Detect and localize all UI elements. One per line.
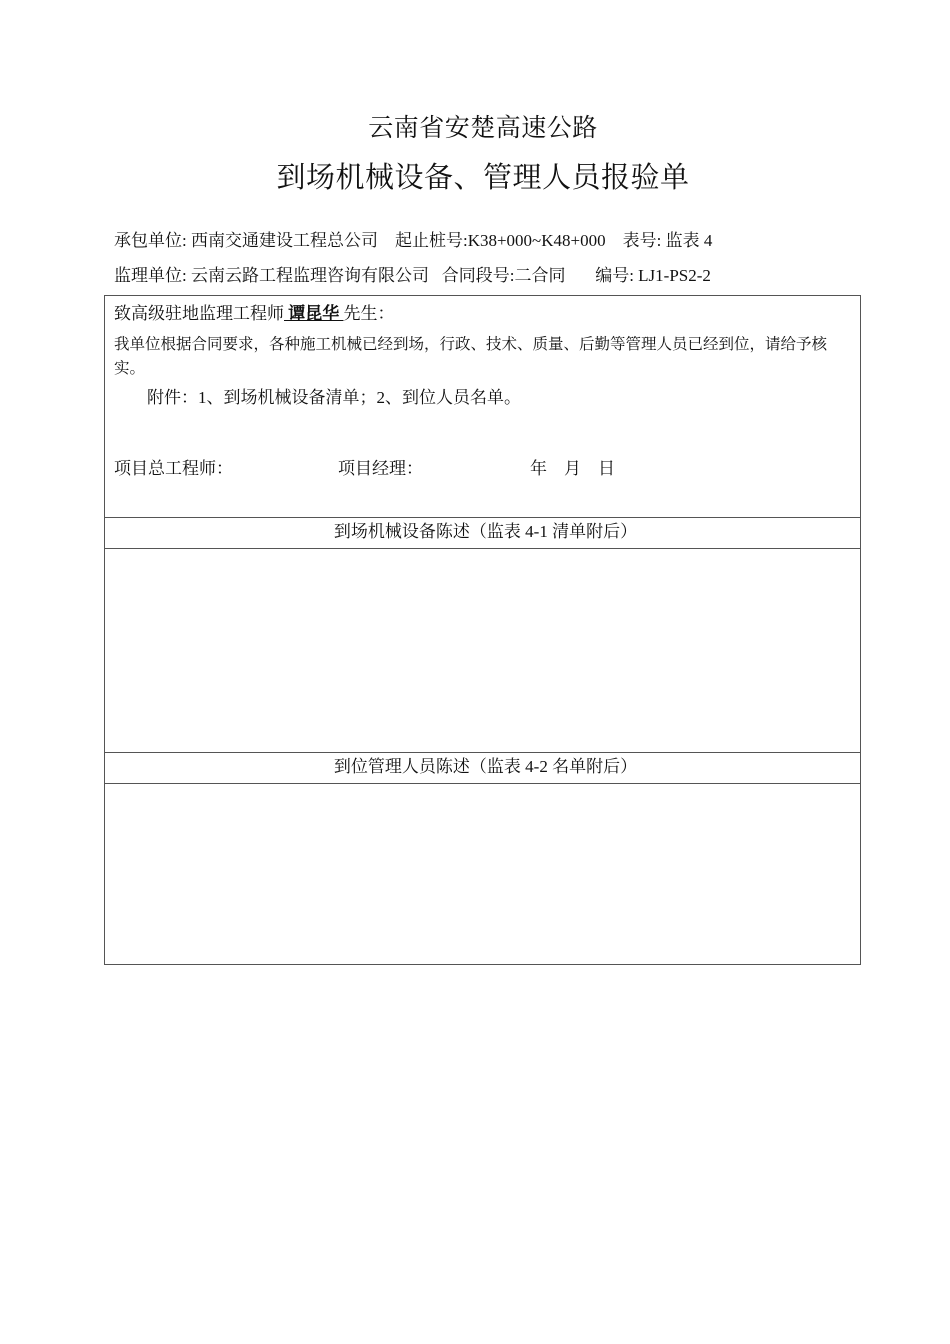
- application-section: [105, 296, 860, 518]
- form-title: 到场机械设备、管理人员报验单: [276, 162, 690, 194]
- contractor-info-line: 承包单位: 西南交通建设工程总公司 起止桩号:K38+000~K48+000 表号: 监表 4: [114, 231, 713, 250]
- personnel-statement-area[interactable]: [105, 784, 860, 964]
- personnel-heading-row: [105, 753, 860, 784]
- application-body-text: 我单位根据合同要求，各种施工机械已经到场，行政、技术、质量、后勤等管理人员已经到位，请给予核实。: [114, 336, 828, 377]
- project-manager-signature-label: 项目经理：: [338, 459, 423, 478]
- chief-engineer-signature-label: 项目总工程师：: [114, 459, 233, 478]
- equipment-statement-area[interactable]: [105, 549, 860, 753]
- supervisor-info-line: 监理单位: 云南云路工程监理咨询有限公司 合同段号:二合同 编号: LJ1-PS2-2: [114, 266, 711, 285]
- personnel-heading: 到位管理人员陈述（监表 4-2 名单附后）: [333, 757, 638, 776]
- engineer-name: 谭昆华: [284, 304, 344, 323]
- salutation-suffix: 先生：: [343, 304, 395, 323]
- equipment-heading-row: [105, 518, 860, 549]
- salutation: [114, 299, 395, 324]
- page-title: 云南省安楚高速公路: [368, 115, 598, 142]
- report-form-table: [104, 295, 861, 965]
- attachments-line: 附件：1、到场机械设备清单；2、到位人员名单。: [147, 388, 521, 407]
- equipment-heading: 到场机械设备陈述（监表 4-1 清单附后）: [333, 522, 638, 541]
- salutation-prefix: 致高级驻地监理工程师: [114, 304, 284, 323]
- date-label: 年 月 日: [530, 459, 615, 478]
